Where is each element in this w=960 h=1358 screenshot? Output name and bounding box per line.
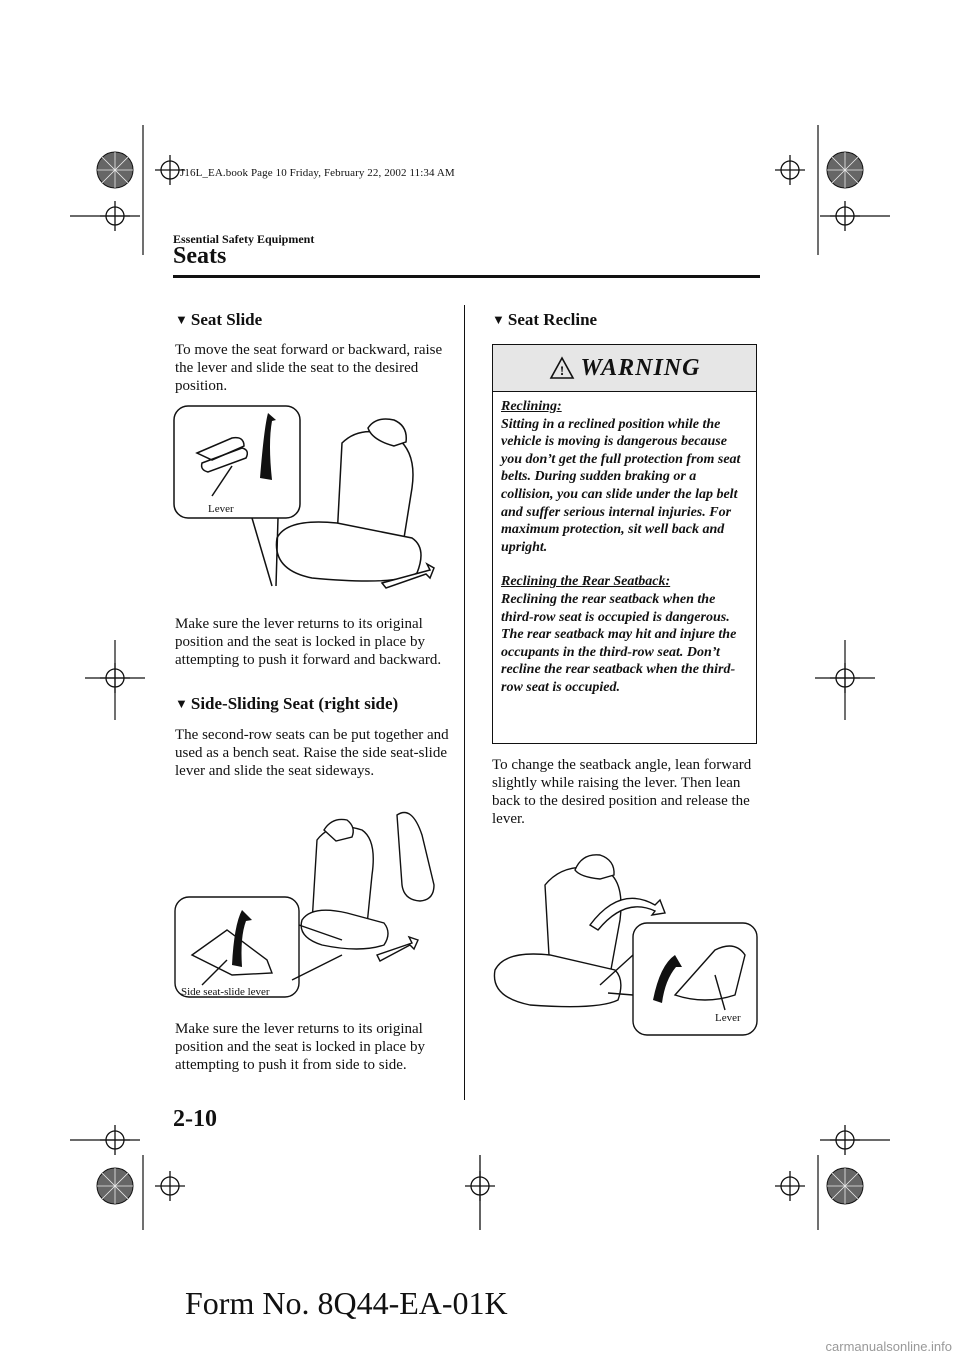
seat-slide-heading: ▼ Seat Slide	[175, 310, 263, 329]
seat-recline-heading: ▼ Seat Recline	[492, 310, 598, 329]
side-sliding-heading: ▼ Side-Sliding Seat (right side)	[175, 694, 399, 713]
book-stamp: J16L_EA.book Page 10 Friday, February 22, 2002 11:34 AM	[180, 167, 455, 179]
side-sliding-note: Make sure the lever returns to its original position and the seat is locked in place by attempting to push it from side to side.	[175, 1021, 425, 1073]
bullet-icon: ▼	[175, 312, 188, 327]
side-sliding-lever-label: Side seat-slide lever	[181, 986, 270, 998]
warning-box	[492, 344, 757, 744]
page-title: Seats	[173, 243, 227, 269]
warning-item2-text: Reclining the rear seatback when the third-row seat is occupied is dangerous. The rear seatback may hit and injure the occupants in the third-row seat. Don’t recline the rear seatback when the third-row seat is occupied.	[501, 591, 737, 695]
svg-text:!: !	[559, 363, 564, 378]
seat-slide-figure	[172, 398, 442, 598]
page-number: 2-10	[173, 1106, 217, 1132]
side-sliding-figure	[172, 805, 444, 1005]
warning-body	[493, 392, 756, 697]
seat-slide-intro: To move the seat forward or backward, raise the lever and slide the seat to the desired position.	[175, 342, 443, 394]
seat-recline-figure	[490, 845, 760, 1040]
column-divider	[464, 305, 465, 1100]
warning-item1-title: Reclining:	[501, 399, 562, 414]
warning-title: WARNING	[580, 354, 701, 381]
section-label: Essential Safety Equipment	[173, 232, 315, 246]
warning-header	[493, 345, 756, 392]
seat-slide-lever-label: Lever	[208, 503, 234, 515]
site-watermark: carmanualsonline.info	[825, 1339, 952, 1354]
seat-slide-note: Make sure the lever returns to its original position and the seat is locked in place by attempting to push it forward and backward.	[175, 616, 442, 668]
seat-recline-instructions: To change the seatback angle, lean forward slightly while raising the lever. Then lean back to the desired position and release the lever.	[492, 757, 752, 827]
warning-triangle-icon	[549, 356, 575, 380]
title-rule	[173, 275, 760, 278]
warning-item1-text: Sitting in a reclined position while the vehicle is moving is dangerous because you don’t get the full protection from seat belts. During sudden braking or a collision, you can slide under the lap belt and suffer serious internal injuries. For maximum protection, sit well back and upright.	[501, 416, 741, 555]
warning-item2-title: Reclining the Rear Seatback:	[501, 574, 671, 590]
seat-recline-lever-label: Lever	[715, 1012, 741, 1024]
side-sliding-intro: The second-row seats can be put together and used as a bench seat. Raise the side seat-slide lever and slide the seat sideways.	[175, 727, 449, 779]
bullet-icon: ▼	[492, 312, 505, 327]
form-number: Form No. 8Q44-EA-01K	[185, 1285, 508, 1321]
bullet-icon: ▼	[175, 696, 188, 711]
